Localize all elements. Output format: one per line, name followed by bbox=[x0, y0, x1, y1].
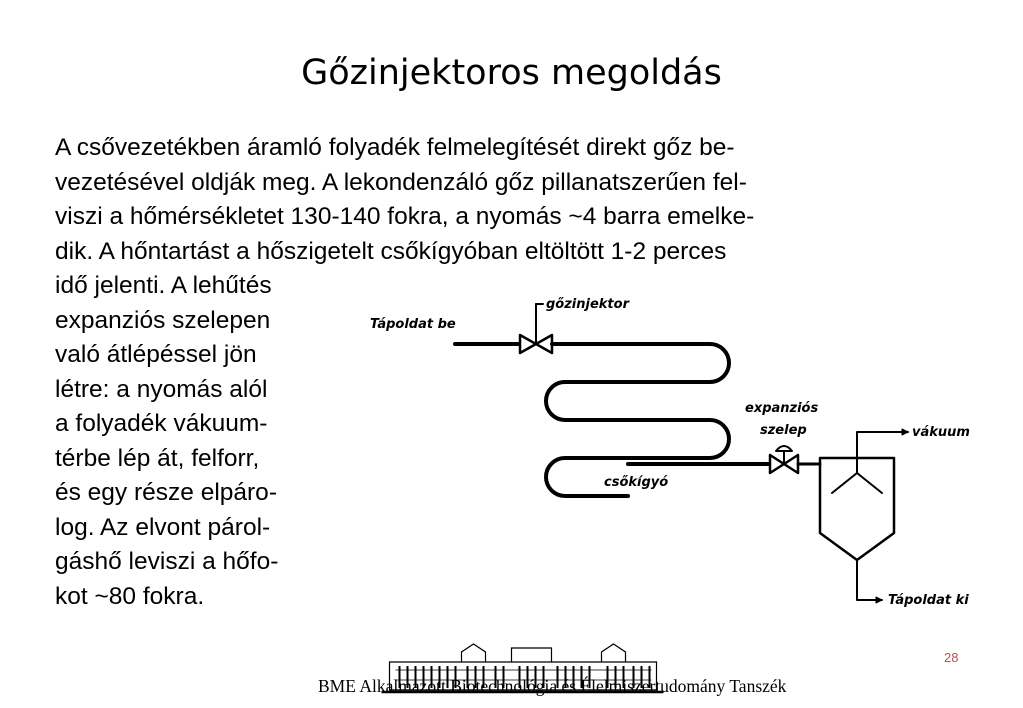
paragraph-line: A csővezetékben áramló folyadék felmelegítését direkt gőz be- bbox=[55, 134, 735, 161]
paragraph-line: dik. A hőntartást a hőszigetelt csőkígyóban eltöltött 1-2 perces bbox=[55, 237, 727, 265]
paragraph-line: kot ~80 fokra. bbox=[55, 582, 205, 610]
label-coil: csőkígyó bbox=[604, 475, 669, 490]
paragraph-line: gáshő leviszi a hőfo- bbox=[55, 548, 279, 575]
paragraph-line: a folyadék vákuum- bbox=[55, 410, 268, 437]
paragraph-line: idő jelenti. A lehűtés bbox=[55, 272, 272, 299]
department-name: BME Alkalmazott Biotechnológia és Élelmiszertudomány Tanszék bbox=[318, 676, 787, 696]
product-outlet-line bbox=[857, 560, 882, 600]
paragraph-line: expanziós szelepen bbox=[55, 306, 271, 334]
paragraph-line: log. Az elvont párol- bbox=[55, 513, 271, 541]
label-vacuum: vákuum bbox=[912, 425, 970, 440]
vacuum-line bbox=[857, 432, 908, 448]
process-diagram bbox=[360, 288, 1000, 628]
paragraph-line: való átlépéssel jön bbox=[55, 341, 257, 368]
label-expansion-valve-2: szelep bbox=[760, 423, 807, 438]
footer-logo bbox=[0, 640, 1023, 708]
label-feed-out: Tápoldat ki bbox=[888, 593, 969, 608]
paragraph-line: térbe lép át, felforr, bbox=[55, 444, 260, 472]
paragraph-line: vezetésével oldják meg. A lekondenzáló gőz pillanatszerűen fel- bbox=[55, 168, 747, 196]
label-steam-injector: gőzinjektor bbox=[546, 297, 629, 312]
page-number: 28 bbox=[944, 650, 959, 665]
label-feed-in: Tápoldat be bbox=[370, 317, 456, 332]
slide-title: Gőzinjektoros megoldás bbox=[301, 53, 722, 93]
paragraph-line: viszi a hőmérsékletet 130-140 fokra, a nyomás ~4 barra emelke- bbox=[55, 203, 755, 230]
paragraph-line: létre: a nyomás alól bbox=[55, 375, 268, 403]
paragraph-line: és egy része elpáro- bbox=[55, 479, 277, 506]
coil-pipe bbox=[546, 344, 729, 496]
label-expansion-valve-1: expanziós bbox=[745, 401, 819, 416]
